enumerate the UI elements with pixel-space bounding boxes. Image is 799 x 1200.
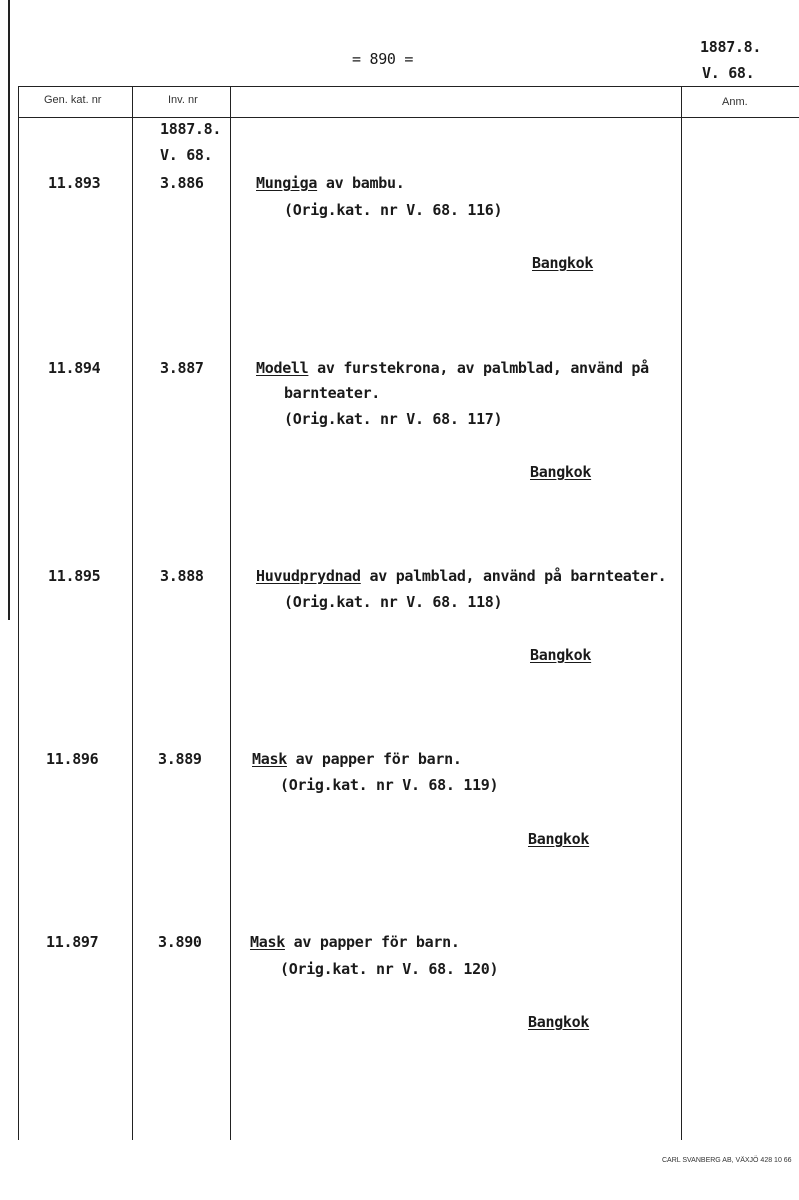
object-term: Huvudprydnad bbox=[256, 567, 361, 585]
object-term: Mungiga bbox=[256, 174, 318, 192]
row-description bbox=[256, 567, 666, 585]
inv-accession-bottom: V. 68. bbox=[160, 146, 213, 164]
left-margin-rule bbox=[8, 0, 10, 620]
page-number: = 890 = bbox=[352, 50, 414, 68]
column-divider-1 bbox=[18, 86, 19, 1140]
row-place: Bangkok bbox=[530, 463, 592, 481]
row-description bbox=[250, 933, 460, 951]
object-term: Mask bbox=[252, 750, 287, 768]
row-place: Bangkok bbox=[528, 1013, 590, 1031]
column-divider-3 bbox=[230, 86, 231, 1140]
header-inv-nr: Inv. nr bbox=[168, 94, 198, 106]
column-divider-4 bbox=[681, 86, 682, 1140]
object-term: Mask bbox=[250, 933, 285, 951]
row-orig-kat: (Orig.kat. nr V. 68. 116) bbox=[284, 201, 503, 219]
row-place: Bangkok bbox=[532, 254, 594, 272]
row-orig-kat: (Orig.kat. nr V. 68. 118) bbox=[284, 593, 503, 611]
header-anm: Anm. bbox=[722, 96, 748, 108]
catalog-ref-line1: 1887.8. bbox=[700, 38, 762, 56]
column-divider-2 bbox=[132, 86, 133, 1140]
object-term: Modell bbox=[256, 359, 309, 377]
object-description: av papper för barn. bbox=[284, 933, 460, 951]
catalog-ref-line2: V. 68. bbox=[702, 64, 755, 82]
row-description bbox=[256, 359, 649, 377]
row-description-cont: barnteater. bbox=[284, 384, 381, 402]
object-description: av bambu. bbox=[317, 174, 405, 192]
printer-imprint: CARL SVANBERG AB, VÄXJÖ 428 10 66 bbox=[662, 1157, 792, 1164]
row-gen-nr: 11.896 bbox=[46, 750, 99, 768]
row-orig-kat: (Orig.kat. nr V. 68. 117) bbox=[284, 410, 503, 428]
row-inv-nr: 3.887 bbox=[160, 359, 204, 377]
row-orig-kat: (Orig.kat. nr V. 68. 119) bbox=[280, 776, 499, 794]
row-gen-nr: 11.893 bbox=[48, 174, 101, 192]
row-place: Bangkok bbox=[528, 830, 590, 848]
row-orig-kat: (Orig.kat. nr V. 68. 120) bbox=[280, 960, 499, 978]
row-inv-nr: 3.890 bbox=[158, 933, 202, 951]
object-description: av furstekrona, av palmblad, använd på bbox=[308, 359, 649, 377]
row-inv-nr: 3.886 bbox=[160, 174, 204, 192]
inv-accession-top: 1887.8. bbox=[160, 120, 222, 138]
row-place: Bangkok bbox=[530, 646, 592, 664]
row-description bbox=[256, 174, 404, 192]
header-gen-kat-nr: Gen. kat. nr bbox=[44, 94, 102, 106]
object-description: av papper för barn. bbox=[286, 750, 462, 768]
row-inv-nr: 3.889 bbox=[158, 750, 202, 768]
row-inv-nr: 3.888 bbox=[160, 567, 204, 585]
row-gen-nr: 11.895 bbox=[48, 567, 101, 585]
object-description: av palmblad, använd på barnteater. bbox=[360, 567, 667, 585]
row-description bbox=[252, 750, 462, 768]
row-gen-nr: 11.894 bbox=[48, 359, 101, 377]
row-gen-nr: 11.897 bbox=[46, 933, 99, 951]
